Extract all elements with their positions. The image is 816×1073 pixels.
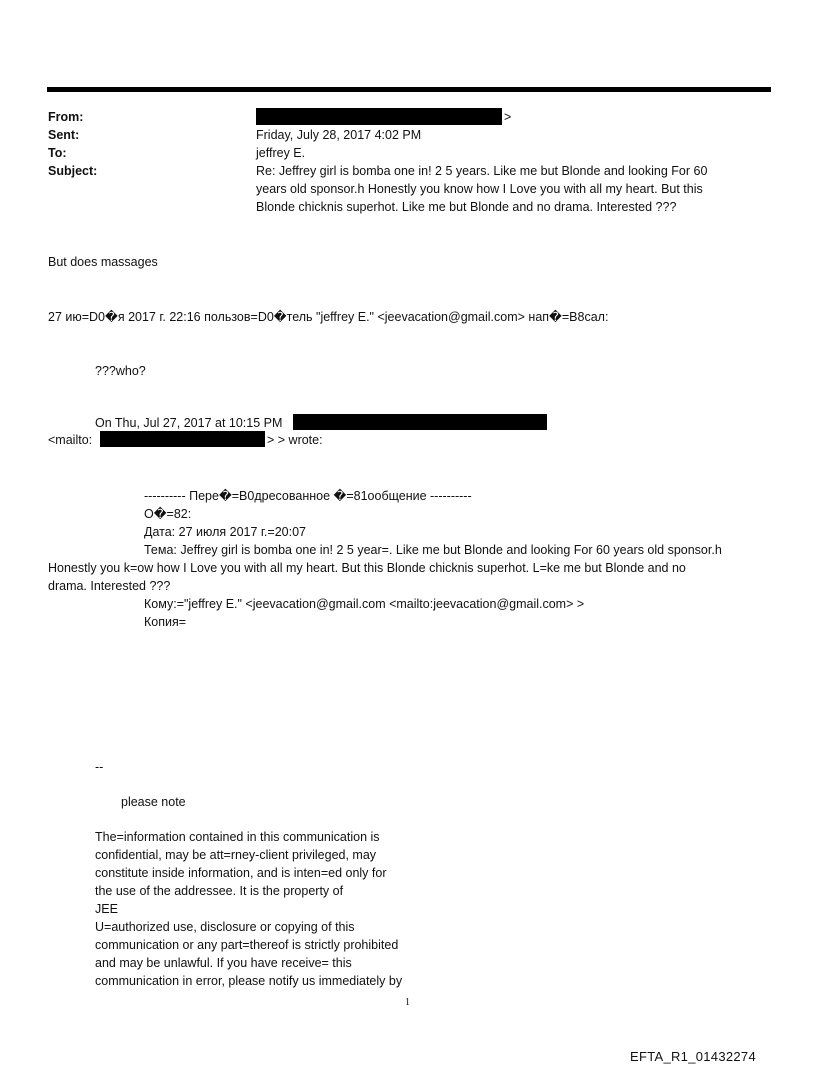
fwd-header: ---------- Пере�=B0дресованное �=81ообщение ---------- <box>144 489 472 503</box>
disclaimer-line-6: U=authorized use, disclosure or copying of this <box>95 920 355 934</box>
subject-line-1: Re: Jeffrey girl is bomba one in! 2 5 years. Like me but Blonde and looking For 60 <box>256 164 708 178</box>
disclaimer-line-7: communication or any part=thereof is strictly prohibited <box>95 938 399 952</box>
disclaimer-line-5: JEE <box>95 902 118 916</box>
disclaimer-line-1: The=information contained in this communication is <box>95 830 380 844</box>
fwd-subject-1: Тема: Jeffrey girl is bomba one in! 2 5 year=. Like me but Blonde and looking For 60 years old sponsor.h <box>144 543 722 557</box>
body-line-1: But does massages <box>48 255 158 269</box>
mailto-suffix: > > wrote: <box>267 433 323 447</box>
quote-header: 27 ию=D0�я 2017 г. 22:16 пользов=D0�тель "jeffrey E." <jeevacation@gmail.com> нап�=B8сал: <box>48 310 609 324</box>
fwd-subject-2: Honestly you k=ow how I Love you with all my heart. But this Blonde chicknis superhot. L=ke me but Blonde and no <box>48 561 686 575</box>
page-number: 1 <box>405 997 410 1008</box>
fwd-from: О�=82: <box>144 507 192 521</box>
fwd-cc: Копия= <box>144 615 187 629</box>
header-rule <box>47 87 771 92</box>
redaction-sender <box>293 414 547 430</box>
sent-label: Sent: <box>48 128 80 142</box>
disclaimer-line-4: the use of the addressee. It is the property of <box>95 884 344 898</box>
subject-label: Subject: <box>48 164 98 178</box>
please-note: please note <box>121 795 186 809</box>
disclaimer-line-9: communication in error, please notify us immediately by <box>95 974 403 988</box>
document-id: EFTA_R1_01432274 <box>630 1049 756 1064</box>
disclaimer-line-8: and may be unlawful. If you have receive= this <box>95 956 352 970</box>
from-value: > <box>504 110 512 124</box>
signature-dashes: -- <box>95 760 104 774</box>
fwd-subject-3: drama. Interested ??? <box>48 579 171 593</box>
redaction-from <box>256 108 502 125</box>
mailto-prefix: <mailto: <box>48 433 93 447</box>
redaction-mailto <box>100 431 265 447</box>
on-thu-line: On Thu, Jul 27, 2017 at 10:15 PM <box>95 416 283 430</box>
disclaimer-line-2: confidential, may be att=rney-client privileged, may <box>95 848 377 862</box>
to-value: jeffrey E. <box>256 146 306 160</box>
subject-line-3: Blonde chicknis superhot. Like me but Blonde and no drama. Interested ??? <box>256 200 677 214</box>
who-line: ???who? <box>95 364 146 378</box>
fwd-date: Дата: 27 июля 2017 г.=20:07 <box>144 525 306 539</box>
sent-value: Friday, July 28, 2017 4:02 PM <box>256 128 422 142</box>
disclaimer-line-3: constitute inside information, and is inten=ed only for <box>95 866 387 880</box>
fwd-to: Кому:="jeffrey E." <jeevacation@gmail.com <mailto:jeevacation@gmail.com> > <box>144 597 585 611</box>
subject-line-2: years old sponsor.h Honestly you know how I Love you with all my heart. But this <box>256 182 703 196</box>
to-label: To: <box>48 146 67 160</box>
from-label: From: <box>48 110 84 124</box>
